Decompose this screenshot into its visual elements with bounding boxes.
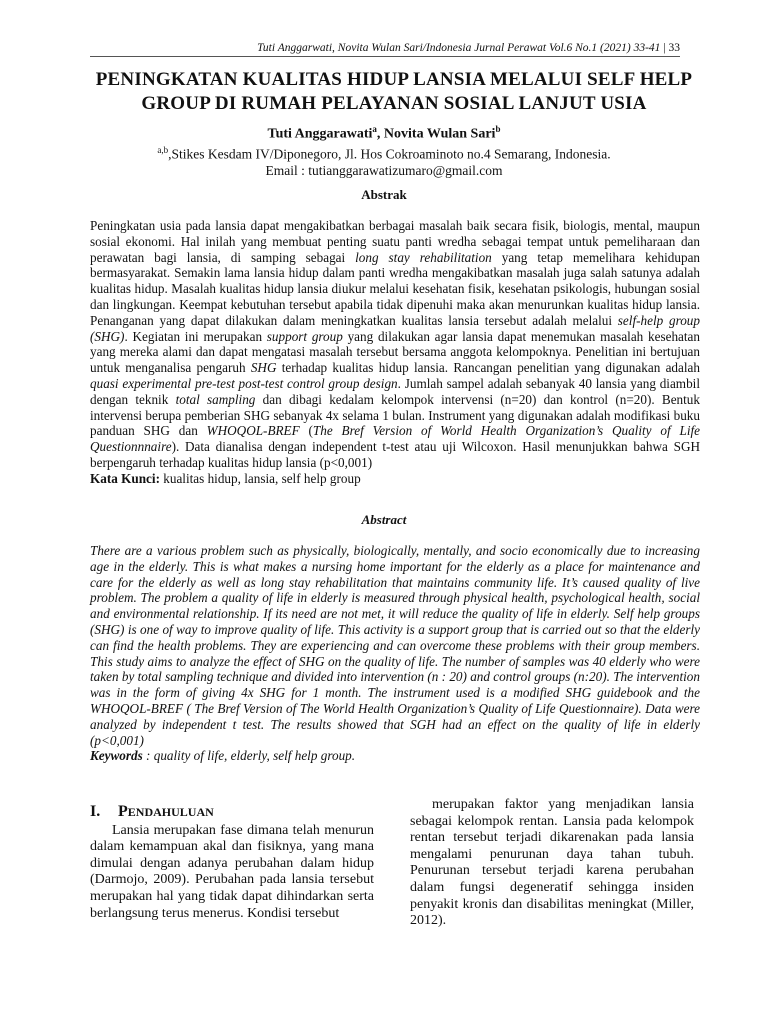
author-separator: , [376,126,384,142]
author-name: Tuti Anggarawati [267,126,373,142]
kata-kunci-label: Kata Kunci: [90,470,160,486]
author-email: Email : tutianggarawatizumaro@gmail.com [265,163,503,178]
affiliation [80,145,688,163]
abstrak-italic: self-help group (SHG) [90,312,700,344]
kata-kunci [90,471,700,487]
author-line [80,124,688,143]
page-number: 33 [668,42,680,54]
intro-paragraph: Lansia merupakan fase dimana telah menurun dalam kemampuan akal dan fisiknya, yang mana dimulai dengan adanya perubahan dalam hidup (Darmojo, 2009). Perubahan pada lansia tersebut merupakan hal yang tidak dapat dihindarkan serta berlangsung terus menerus. Kondisi tersebut [90,822,374,921]
paper-title: PENINGKATAN KUALITAS HIDUP LANSIA MELALUI SELF HELP GROUP DI RUMAH PELAYANAN SOSIAL LANJUT USIA [95,69,693,114]
intro-left-column [90,804,374,922]
intro-paragraph: merupakan faktor yang menjadikan lansia sebagai kelompok rentan. Lansia pada kelompok rentan tersebut terjadi dikarenakan pada lansia mengalami penurunan daya tahan tubuh. Penurunan tersebut terjadi karena perubahan dalam fungsi degeneratif sehingga insiden penyakit kronis dan disabilitas meningkat (Miller, 2012). [410,797,694,929]
abstrak-text: . Kegiatan ini merupakan [124,328,267,344]
author-superscript: a [372,124,377,134]
abstrak-text: ( [299,423,313,439]
affiliation-text: ,Stikes Kesdam IV/Diponegoro, Jl. Hos Cokroaminoto no.4 Semarang, Indonesia. [168,146,611,162]
abstract-heading: Abstract [361,512,407,527]
abstrak-text: ). Data dianalisa dengan independent t-test atau uji Wilcoxon. Hasil menunjukkan bahwa SGH berpengaruh terhadap kualitas hidup lansia (p<0,001) [90,439,700,470]
abstrak-italic: SHG [250,360,277,376]
author-name: Novita Wulan Sari [383,126,496,142]
kata-kunci-text: kualitas hidup, lansia, self help group [159,470,361,486]
abstrak-text: dan dibagi kedalam kelompok intervensi (n=20) dan kontrol (n=20). Bentuk intervensi berupa pemberian SHG sebanyak 4x selama 1 bulan. Instrument yang digunakan adalah modifikasi buku panduan SHG dan [90,391,700,439]
author-superscript: b [495,124,501,134]
running-header: Tuti Anggarwati, Novita Wulan Sari/Indonesia Jurnal Perawat Vol.6 No.1 (2021) 33-41 | 33 [90,42,680,57]
header-citation: Tuti Anggarwati, Novita Wulan Sari/Indonesia Jurnal Perawat Vol.6 No.1 (2021) 33-41 [257,42,661,54]
keywords-label: Keywords [90,748,143,764]
abstrak-italic: WHOQOL-BREF [206,423,300,439]
abstrak-text: yang dilakukan agar lansia dapat menemukan masalah kesehatan yang mereka alami dan dapat mengatasi masalah tersebut bersama anggota kelompoknya. Penelitian ini bertujuan untuk menganalisa pengaruh [90,328,701,376]
section-title-rest: ENDAHULUAN [127,805,214,819]
abstrak-italic: quasi experimental pre-test post-test control group design [90,375,398,391]
abstrak-italic: support group [266,328,343,344]
abstrak-text: terhadap kualitas hidup lansia. Rancangan penelitian yang digunakan adalah [276,360,700,376]
abstract-text: There are a various problem such as physically, biologically, mentally, and socio economically due to increasing age in the elderly. This is what makes a nursing home important for the elderly as a place for maintenance and care for the elderly as well as long stay rehabilitation that maintains community life. It’s caused quality of live problem. The problem a quality of life in elderly is measured through physical health, psychological health, social and environmental relationship. If its need are not met, it will reduce the quality of life in elderly. Self help groups (SHG) is one of way to improve quality of life. This activity is a support group that is carried out so that the elderly can find the health problems. They are experiencing and can overcome these problems with their group members. This study aims to analyze the effect of SHG on the quality of life. The number of samples was 40 elderly who were taken by total sampling technique and divided into intervention (n : 20) and control groups (n:20). The intervention was in the form of giving 4x SHG for 1 month. The instrument used is a modified SHG guidebook and the WHOQOL-BREF ( The Bref Version of The World Health Organization’s Quality of Life Questionnaire). Data were analyzed by independent t test. The results showed that SGH had an effect on the quality of life in elderly (p<0,001) [90,543,700,748]
keywords [90,748,700,764]
abstrak-italic: The Bref Version of World Health Organization’s Quality of Life Questionnnaire [90,423,700,455]
abstrak-italic: long stay rehabilitation [355,249,492,265]
abstrak-italic: total sampling [175,391,256,407]
section-number: I. [90,803,101,820]
abstrak-text: . Jumlah sampel adalah sebanyak 40 lansia yang diambil dengan teknik [90,375,700,407]
abstrak-text: yang tetap memelihara kehidupan bermasyarakat. Semakin lama lansia hidup dalam panti wredha mengakibatkan masalah juga salah satunya adalah kualitas hidup. Masalah kualitas hidup lansia diukur melalui kesehatan fisik, kesehatan psikologis, hubungan sosial dan lingkungan. Keempat kebutuhan tersebut apabila tidak dipenuhi maka akan menurunkan kualitas hidup lansia. Penanganan yang dapat dilakukan dalam meningkatkan kualitas lansia tersebut adalah melalui [90,249,701,328]
abstrak-heading: Abstrak [361,187,407,202]
intro-right-column [410,797,694,930]
abstrak-body [90,218,700,487]
keywords-text: : quality of life, elderly, self help group. [142,748,356,764]
abstrak-text: Peningkatan usia pada lansia dapat mengakibatkan berbagai masalah baik secara fisik, biologis, mental, maupun sosial ekonomi. Hal inilah yang membuat penting suatu panti wredha sebagai tempat untuk pemeliharaan dan perawatan bagi lansia, di samping sebagai [90,218,700,265]
abstract-body [90,543,700,764]
section-title-initial: P [118,803,128,820]
section-heading [90,804,374,821]
affiliation-superscript: a,b [157,145,169,155]
